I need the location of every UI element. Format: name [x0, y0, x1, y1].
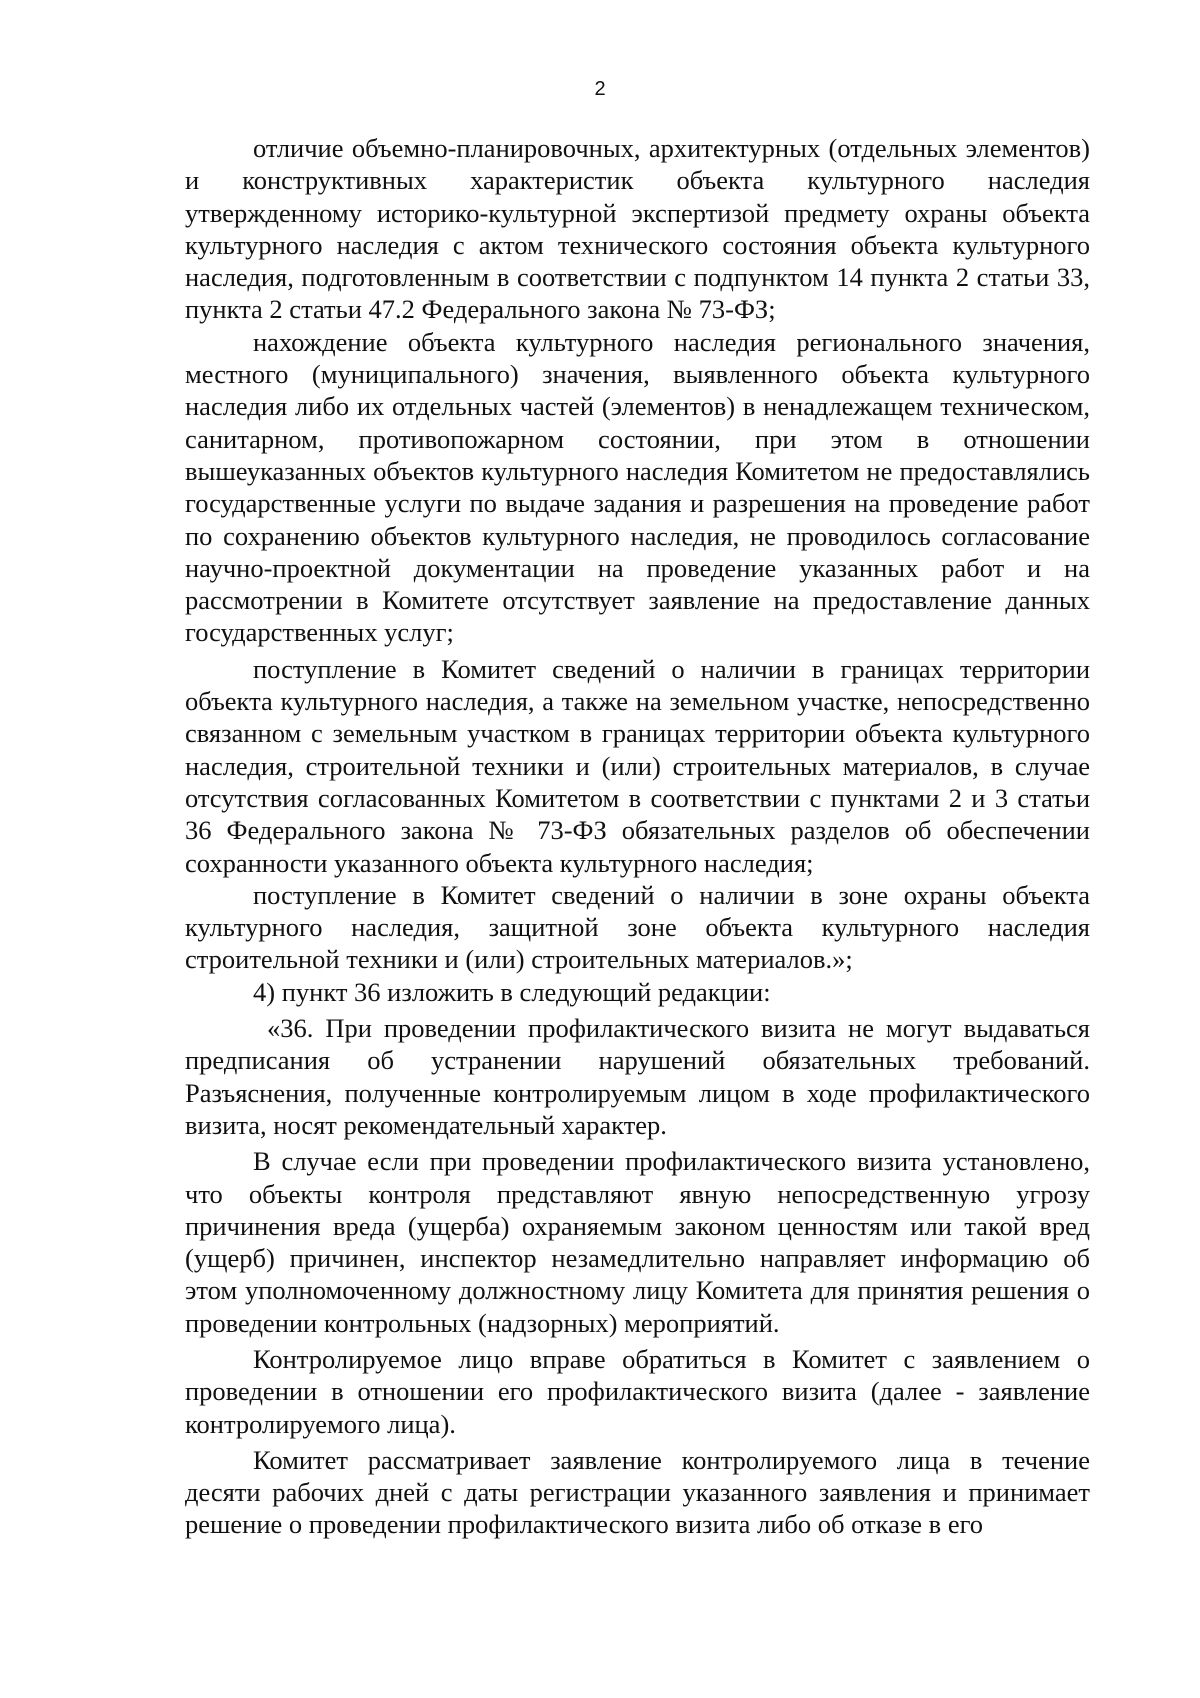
paragraph-2: нахождение объекта культурного наследия регионального значения, местного (муниципального) значения, выявленного объекта культурного наследия либо их отдельных частей (элементов) в ненадлежащем техническом, санитарном, противопожарном состоянии, при этом в отношении вышеуказанных объектов культурного наследия Комитетом не предоставлялись государственные услуги по выдаче задания и разрешения на проведение работ по сохранению объектов культурного наследия, не проводилось согласование научно-проектной документации на проведение указанных работ и на рассмотрении в Комитете отсутствует заявление на предоставление данных государственных услуг;: [185, 326, 1090, 648]
paragraph-9: Комитет рассматривает заявление контролируемого лица в течение десяти рабочих дней с даты регистрации указанного заявления и принимает решение о проведении профилактического визита либо об отказе в его: [185, 1444, 1090, 1540]
page-number: 2: [594, 78, 606, 100]
document-body: [185, 132, 1090, 1541]
paragraph-8: Контролируемое лицо вправе обратиться в Комитет с заявлением о проведении в отношении его профилактического визита (далее - заявление контролируемого лица).: [185, 1343, 1090, 1439]
paragraph-7: В случае если при проведении профилактического визита установлено, что объекты контроля представляют явную непосредственную угрозу причинения вреда (ущерба) охраняемым законом ценностям или такой вред (ущерб) причинен, инспектор незамедлительно направляет информацию об этом уполномоченному должностному лицу Комитета для принятия решения о проведении контрольных (надзорных) мероприятий.: [185, 1146, 1090, 1338]
paragraph-6: «36. При проведении профилактического визита не могут выдаваться предписания об устранении нарушений обязательных требований. Разъяснения, полученные контролируемым лицом в ходе профилактического визита, носят рекомендательный характер.: [185, 1013, 1090, 1140]
paragraph-3: поступление в Комитет сведений о наличии в границах территории объекта культурного наследия, а также на земельном участке, непосредственно связанном с земельным участком в границах территории объекта культурного наследия, строительной техники и (или) строительных материалов, в случае отсутствия согласованных Комитетом в соответствии с пунктами 2 и 3 статьи 36 Федерального закона № 73-ФЗ обязательных разделов об обеспечении сохранности указанного объекта культурного наследия;: [185, 653, 1090, 878]
paragraph-4: поступление в Комитет сведений о наличии в зоне охраны объекта культурного наследия, защитной зоне объекта культурного наследия строительной техники и (или) строительных материалов.»;: [185, 879, 1090, 975]
paragraph-1: отличие объемно-планировочных, архитектурных (отдельных элементов) и конструктивных характеристик объекта культурного наследия утвержденному историко-культурной экспертизой предмету охраны объекта культурного наследия с актом технического состояния объекта культурного наследия, подготовленным в соответствии с подпунктом 14 пункта 2 статьи 33, пункта 2 статьи 47.2 Федерального закона № 73-ФЗ;: [185, 133, 1090, 325]
paragraph-5: 4) пункт 36 изложить в следующий редакции:: [253, 976, 771, 1007]
